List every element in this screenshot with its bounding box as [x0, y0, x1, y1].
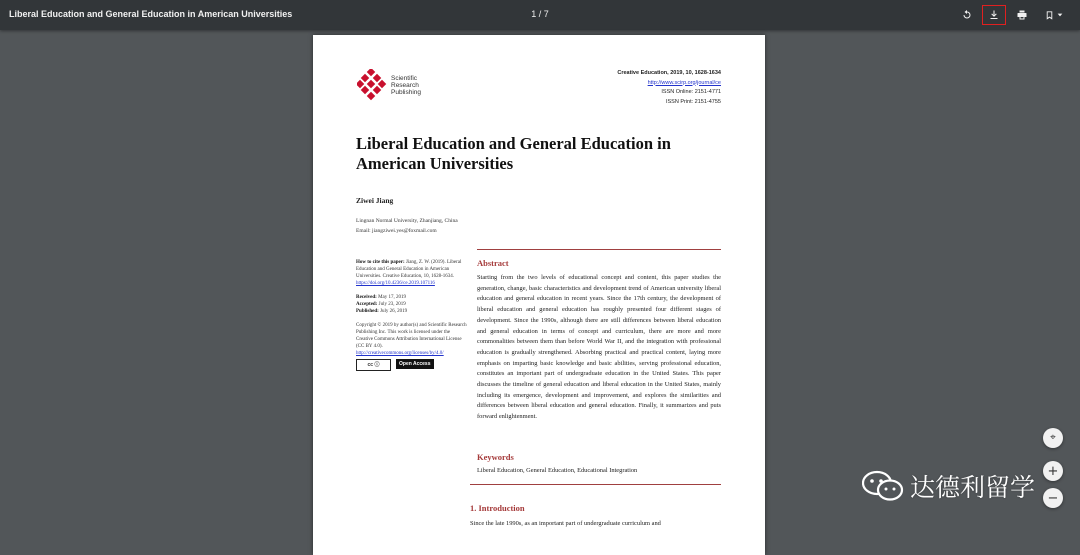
- copyright-text: Copyright © 2019 by author(s) and Scientific Research Publishing Inc. This work is licensed under the Creative Commons Attribution International License (CC BY 4.0).: [356, 323, 467, 349]
- bookmark-menu-button[interactable]: [1040, 6, 1068, 24]
- journal-info: [617, 69, 721, 107]
- journal-link[interactable]: http://www.scirp.org/journal/ce: [647, 79, 721, 86]
- bookmark-icon: [1044, 10, 1055, 21]
- received-date: May 17, 2019: [378, 295, 406, 300]
- abstract-heading: Abstract: [477, 258, 509, 268]
- introduction-heading: 1. Introduction: [470, 503, 525, 513]
- doi-link[interactable]: https://doi.org/10.4236/ce.2019.107116: [356, 281, 435, 286]
- print-button[interactable]: [1012, 6, 1032, 24]
- paper-title: Liberal Education and General Education in American Universities: [356, 134, 671, 173]
- author-affiliation: [356, 216, 458, 236]
- pdf-toolbar: [0, 0, 1080, 30]
- citation-sidebar: [356, 259, 468, 371]
- published-date: July 26, 2019: [380, 309, 408, 314]
- open-access-badge: Open Access: [396, 359, 434, 369]
- download-icon: [988, 9, 1000, 21]
- author-name: Ziwei Jiang: [356, 196, 394, 205]
- accepted-date: July 23, 2019: [378, 302, 406, 307]
- published-label: Published:: [356, 309, 379, 314]
- section-divider: [477, 249, 721, 250]
- wechat-watermark: [862, 468, 1035, 504]
- received-label: Received:: [356, 295, 377, 300]
- rotate-icon: [961, 9, 973, 21]
- pdf-page: [313, 35, 765, 555]
- publisher-logo: [357, 69, 389, 103]
- watermark-text: 达德利留学: [910, 473, 1036, 502]
- fit-page-button[interactable]: [1043, 428, 1063, 448]
- document-title: Liberal Education and General Education in American Universities: [9, 9, 293, 19]
- cite-label: How to cite this paper:: [356, 260, 405, 265]
- affiliation: Lingnan Normal University, Zhanjiang, China: [356, 218, 458, 224]
- wechat-icon: [862, 470, 904, 502]
- license-link[interactable]: http://creativecommons.org/licenses/by/4.0/: [356, 351, 444, 356]
- section-divider: [470, 484, 721, 485]
- page-indicator[interactable]: 1 / 7: [531, 9, 549, 19]
- issn-online: ISSN Online: 2151-4771: [661, 89, 721, 95]
- download-button[interactable]: [983, 6, 1005, 24]
- publisher-name: Scientific Research Publishing: [391, 75, 421, 96]
- issn-print: ISSN Print: 2151-4755: [665, 98, 721, 105]
- keywords-text: Liberal Education, General Education, Educational Integration: [477, 467, 638, 474]
- fit-page-icon: ⌖: [1050, 432, 1056, 443]
- zoom-in-button[interactable]: [1043, 461, 1063, 481]
- plus-icon: +: [1047, 463, 1059, 479]
- introduction-text: Since the late 1990s, as an important part of undergraduate curriculum and: [470, 520, 661, 527]
- cite-text: Jiang, Z. W. (2019). Liberal Education and General Education in American Universities. Creative Education, 10, 1628-1634.: [356, 260, 462, 279]
- rotate-button[interactable]: [957, 6, 977, 24]
- accepted-label: Accepted:: [356, 302, 378, 307]
- minus-icon: −: [1047, 490, 1059, 506]
- journal-name: Creative Education, 2019, 10, 1628-1634: [617, 70, 721, 76]
- print-icon: [1016, 9, 1028, 21]
- keywords-heading: Keywords: [477, 452, 514, 462]
- zoom-out-button[interactable]: [1043, 488, 1063, 508]
- author-email: Email: jiangziwei.yes@foxmail.com: [356, 228, 437, 234]
- chevron-down-icon: [1056, 11, 1064, 19]
- abstract-text: Starting from the two levels of educational concept and content, this paper studies the generation, change, basic characteristics and development trend of American university liberal education and general education in recent years. Since the 17th century, the development of liberal education and general education has roughly presented four different stages of development. Since the 1990s, although there are still differences between liberal education and general education in terms of concept and curriculum, there are more and more commonalities between them than before World War II, and the integration with professional education is gradually strengthened. Absorbing practical and practical content, laying more emphasis on imparting basic knowledge and basic abilities, serving professional education, constitutes an important part of undergraduate education in the United States. This paper discusses the timeline of general education and liberal education in the United States, mainly including its emergence, development and improvement, and explores the similarities and differences between liberal education and general education. Finally, it summarizes and puts forward enlightenment.: [477, 274, 721, 421]
- cc-license-badge: cc ⓘ: [356, 359, 391, 371]
